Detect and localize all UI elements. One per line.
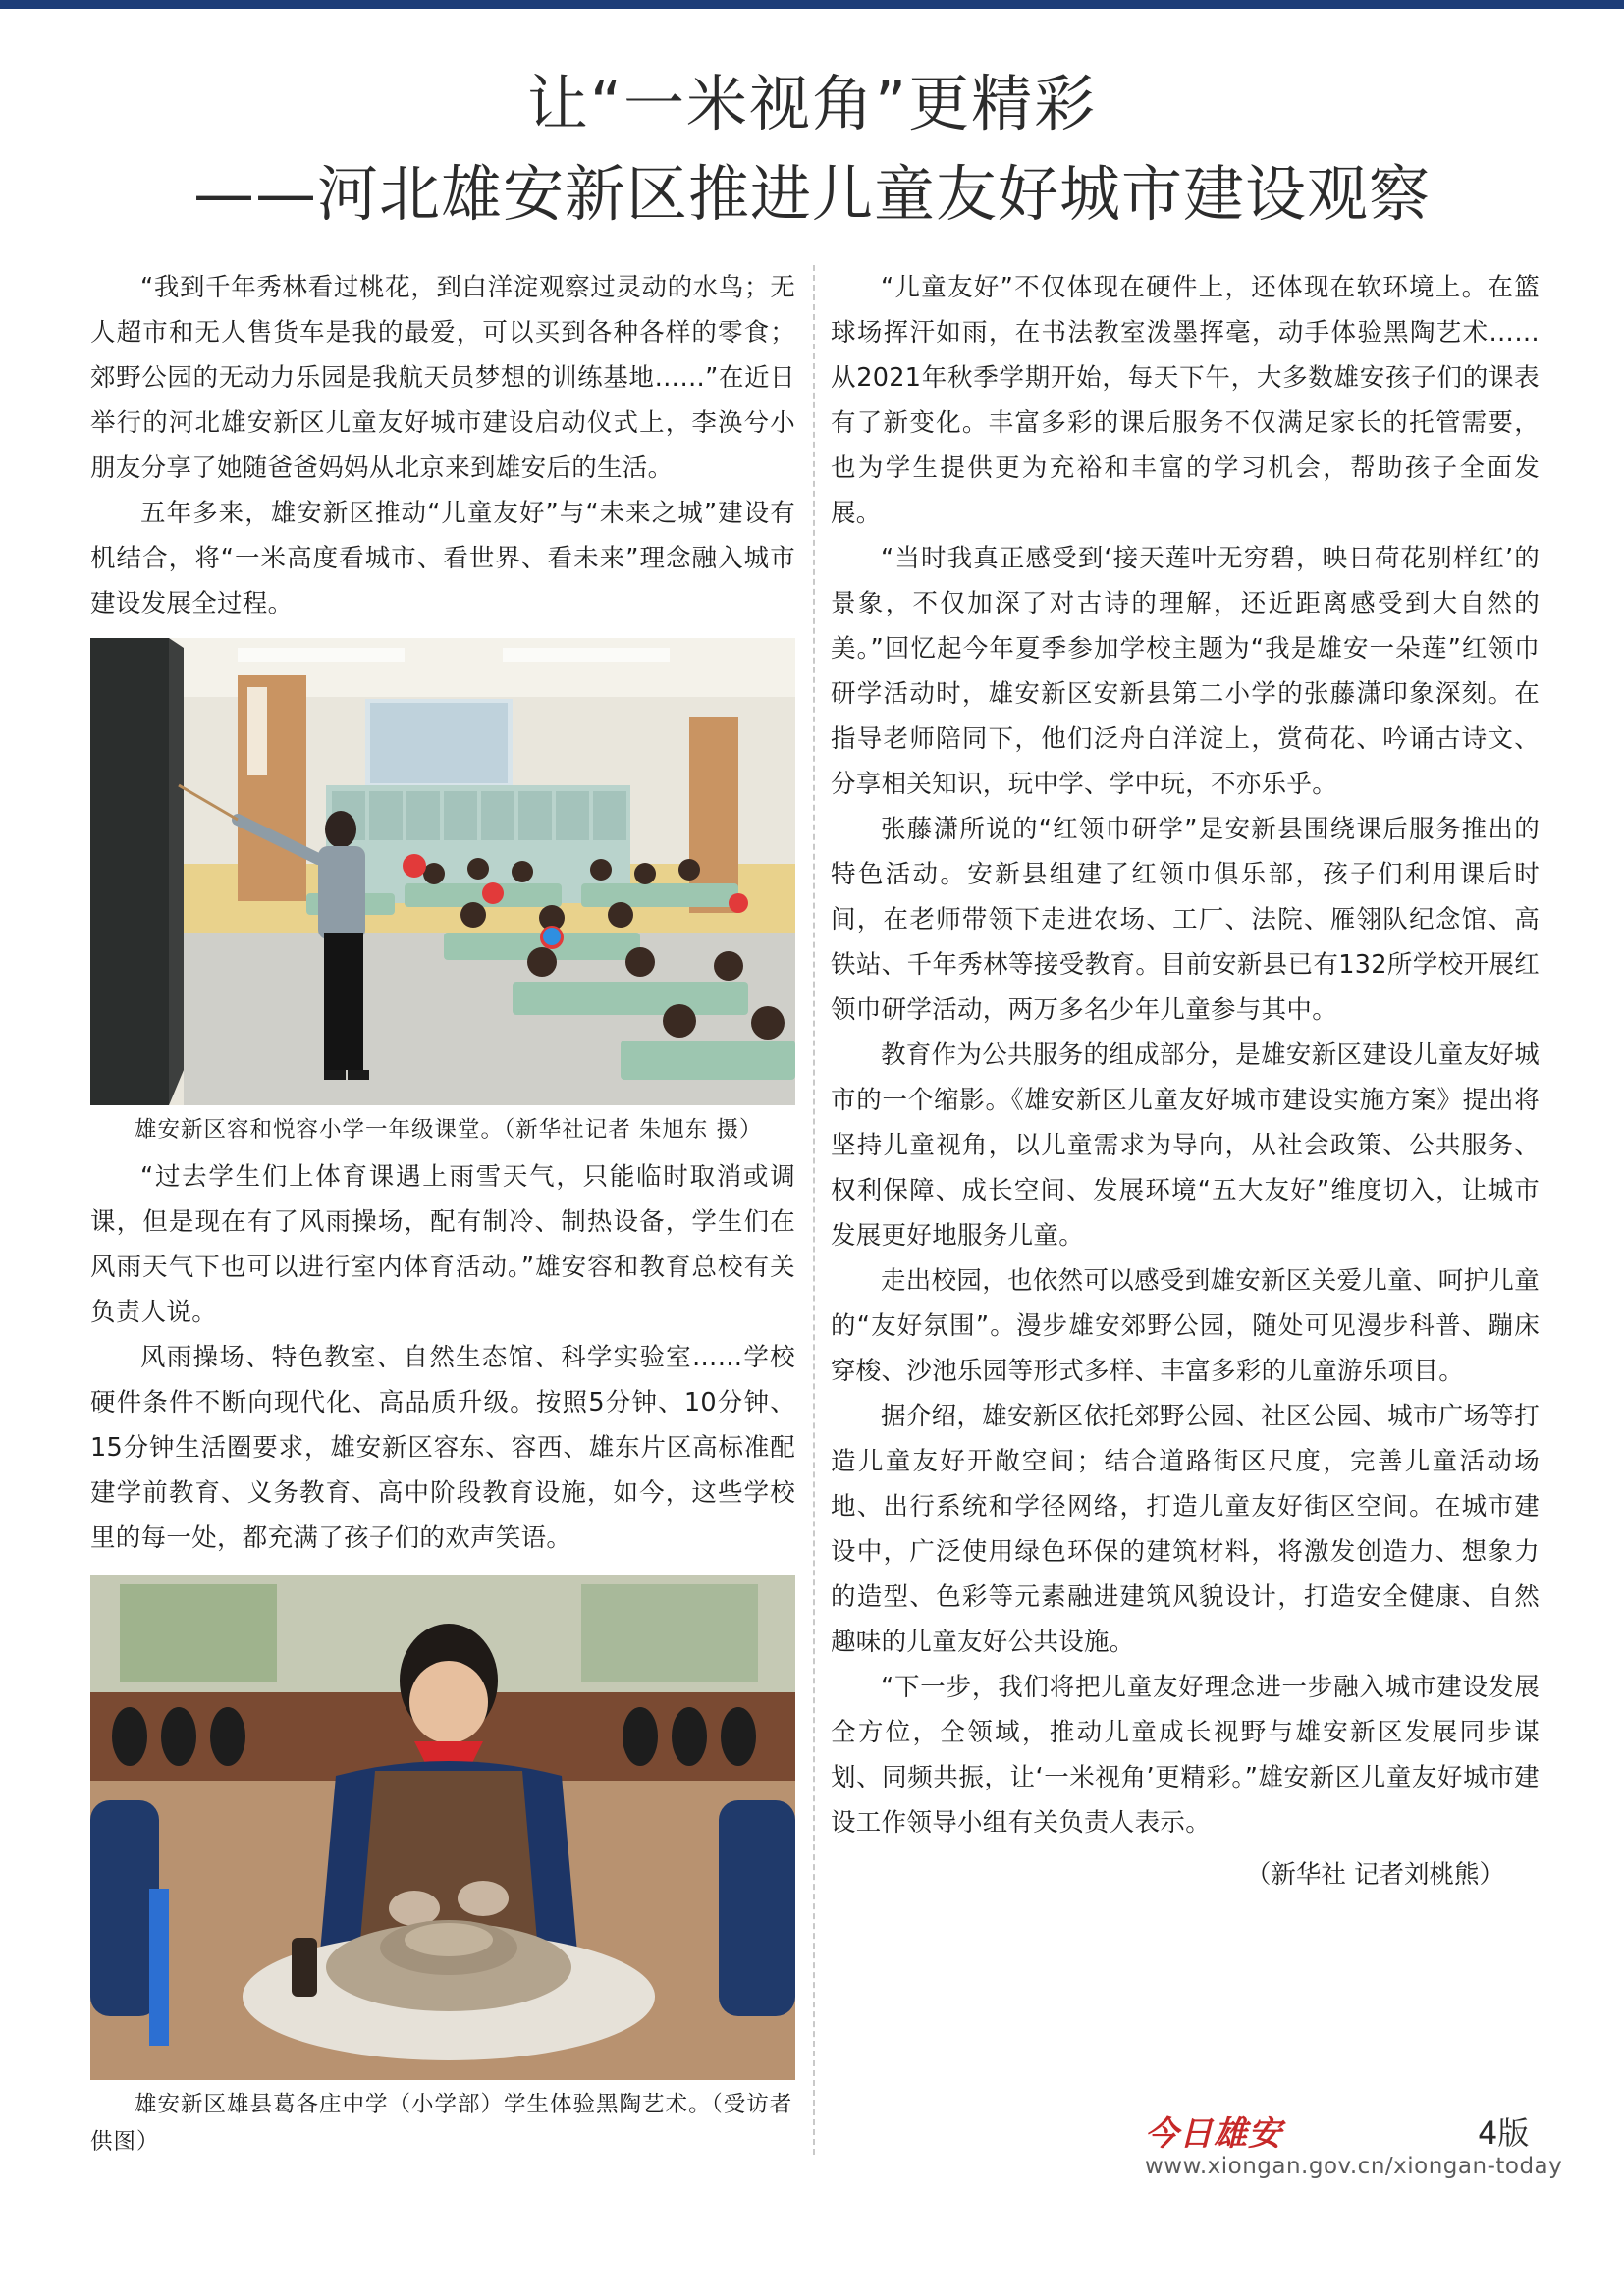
paragraph: 走出校园，也依然可以感受到雄安新区关爱儿童、呵护儿童的“友好氛围”。漫步雄安郊野公园，随处可见漫步科普、蹦床穿梭、沙池乐园等形式多样、丰富多彩的儿童游乐项目。	[831, 1266, 1540, 1386]
classroom-photo	[90, 638, 795, 1105]
paragraph: 五年多来，雄安新区推动“儿童友好”与“未来之城”建设有机结合，将“一米高度看城市、看世界、看未来”理念融入城市建设发展全过程。	[90, 499, 795, 618]
paragraph: 张藤潇所说的“红领巾研学”是安新县围绕课后服务推出的特色活动。安新县组建了红领巾俱乐部，孩子们利用课后时间，在老师带领下走进农场、工厂、法院、雁翎队纪念馆、高铁站、千年秀林等接受教育。目前安新县已有132所学校开展红领巾研学活动，两万多名少年儿童参与其中。	[831, 815, 1540, 1025]
website-url[interactable]: www.xiongan.gov.cn/xiongan-today	[1145, 2154, 1563, 2179]
column-divider	[813, 265, 815, 2155]
top-color-bar	[0, 0, 1624, 9]
paragraph: “我到千年秀林看过桃花，到白洋淀观察过灵动的水鸟；无人超市和无人售货车是我的最爱，可以买到各种各样的零食；郊野公园的无动力乐园是我航天员梦想的训练基地……”在近日举行的河北雄安新区儿童友好城市建设启动仪式上，李涣兮小朋友分享了她随爸爸妈妈从北京来到雄安后的生活。	[90, 273, 795, 483]
paragraph: 据介绍，雄安新区依托郊野公园、社区公园、城市广场等打造儿童友好开敞空间；结合道路街区尺度，完善儿童活动场地、出行系统和学径网络，打造儿童友好街区空间。在城市建设中，广泛使用绿色环保的建筑材料，将激发创造力、想象力的造型、色彩等元素融进建筑风貌设计，打造安全健康、自然趣味的儿童友好公共设施。	[831, 1402, 1540, 1657]
left-column	[90, 265, 795, 2166]
photo-caption: 雄安新区容和悦容小学一年级课堂。（新华社记者 朱旭东 摄）	[135, 1117, 763, 1143]
publication-logo: 今日雄安	[1145, 2114, 1282, 2154]
page-number: 4版	[1478, 2114, 1530, 2152]
subheadline: ——河北雄安新区推进儿童友好城市建设观察	[192, 158, 1431, 230]
byline: （新华社 记者刘桃熊）	[1245, 1860, 1504, 1890]
paragraph: 教育作为公共服务的组成部分，是雄安新区建设儿童友好城市的一个缩影。《雄安新区儿童友好城市建设实施方案》提出将坚持儿童视角，以儿童需求为导向，从社会政策、公共服务、权利保障、成长空间、发展环境“五大友好”维度切入，让城市发展更好地服务儿童。	[831, 1041, 1540, 1251]
paragraph: “过去学生们上体育课遇上雨雪天气，只能临时取消或调课，但是现在有了风雨操场，配有制冷、制热设备，学生们在风雨天气下也可以进行室内体育活动。”雄安容和教育总校有关负责人说。	[90, 1162, 795, 1327]
paragraph: 风雨操场、特色教室、自然生态馆、科学实验室……学校硬件条件不断向现代化、高品质升级。按照5分钟、10分钟、15分钟生活圈要求，雄安新区容东、容西、雄东片区高标准配建学前教育、义务教育、高中阶段教育设施，如今，这些学校里的每一处，都充满了孩子们的欢声笑语。	[90, 1343, 795, 1553]
paragraph: “当时我真正感受到‘接天莲叶无穷碧，映日荷花别样红’的景象，不仅加深了对古诗的理解，还近距离感受到大自然的美。”回忆起今年夏季参加学校主题为“我是雄安一朵莲”红领巾研学活动时，雄安新区安新县第二小学的张藤潇印象深刻。在指导老师陪同下，他们泛舟白洋淀上，赏荷花、吟诵古诗文、分享相关知识，玩中学、学中玩，不亦乐乎。	[831, 544, 1540, 799]
paragraph: “儿童友好”不仅体现在硬件上，还体现在软环境上。在篮球场挥汗如雨，在书法教室泼墨挥毫，动手体验黑陶艺术……从2021年秋季学期开始，每天下午，大多数雄安孩子们的课表有了新变化。丰富多彩的课后服务不仅满足家长的托管需要，也为学生提供更为充裕和丰富的学习机会，帮助孩子全面发展。	[831, 273, 1540, 528]
headline: 让“一米视角”更精彩	[526, 68, 1098, 139]
photo-caption: 雄安新区雄县葛各庄中学（小学部）学生体验黑陶艺术。（受访者供图）	[90, 2092, 793, 2155]
pottery-photo	[90, 1575, 795, 2080]
right-column	[831, 265, 1540, 1895]
paragraph: “下一步，我们将把儿童友好理念进一步融入城市建设发展全方位，全领域，推动儿童成长视野与雄安新区发展同步谋划、同频共振，让‘一米视角’更精彩。”雄安新区儿童友好城市建设工作领导小组有关负责人表示。	[831, 1673, 1540, 1838]
